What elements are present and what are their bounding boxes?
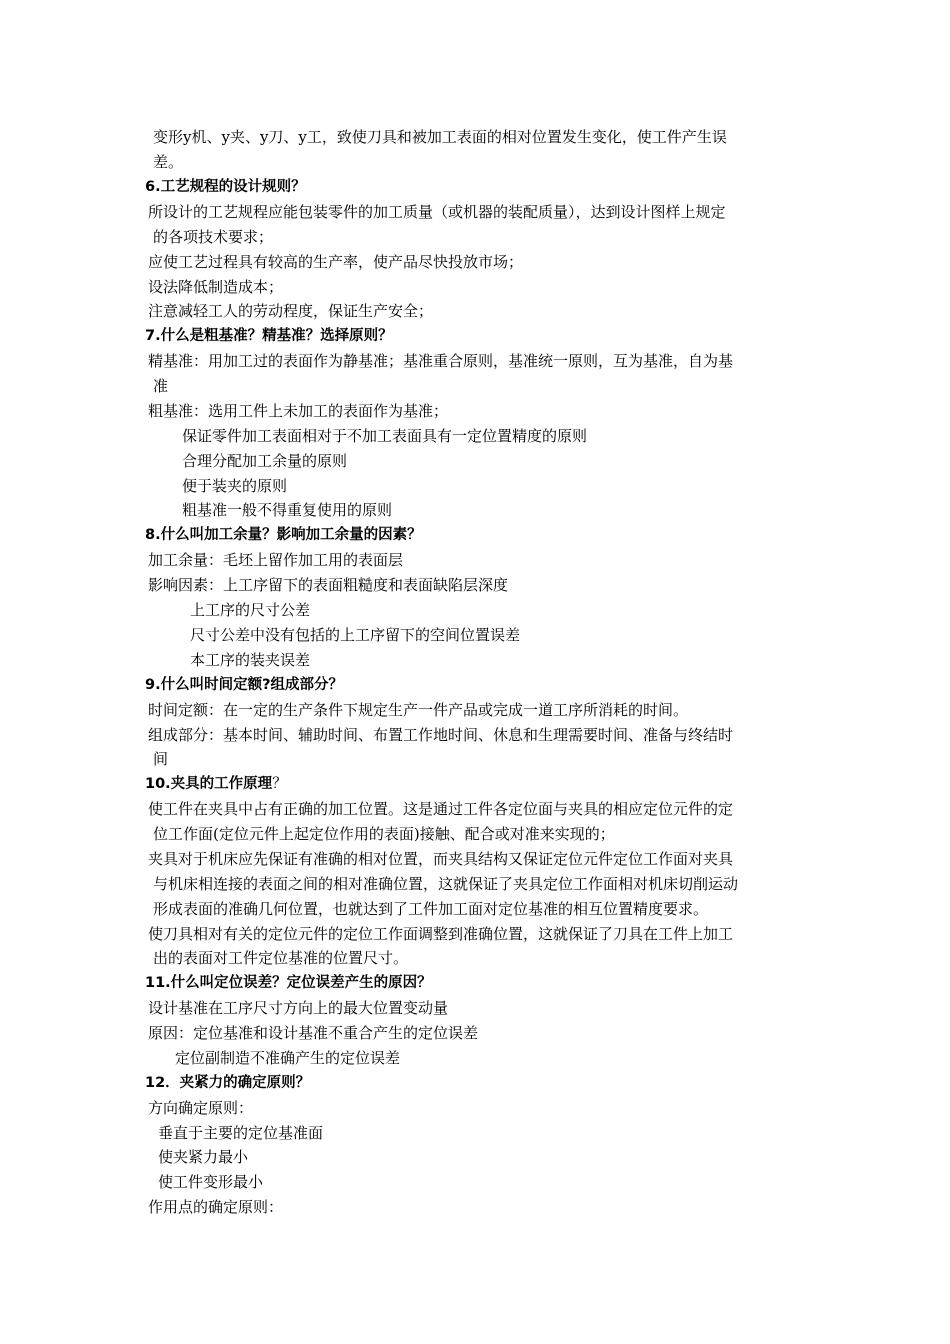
section-heading: 7.什么是粗基准？精基准？选择原则？ (145, 328, 393, 344)
body-line: 变形y机、y夹、y刀、y工，致使刀具和被加工表面的相对位置发生变化，使工件产生误 (153, 128, 727, 146)
body-line: 与机床相连接的表面之间的相对准确位置，这就保证了夹具定位工作面相对机床切削运动 (153, 875, 739, 893)
body-line: 间 (153, 750, 169, 768)
body-line: 差。 (153, 153, 184, 171)
body-line: 使工件在夹具中占有正确的加工位置。这是通过工件各定位面与夹具的相应定位元件的定 (148, 800, 734, 818)
body-line: 设法降低制造成本； (148, 278, 284, 296)
section-heading: 12．夹紧力的确定原则？ (145, 1075, 311, 1091)
body-line: 精基准：用加工过的表面作为静基准；基准重合原则，基准统一原则，互为基准，自为基 (148, 352, 734, 370)
body-line: 本工序的装夹误差 (190, 651, 311, 669)
body-line: 注意减轻工人的劳动程度，保证生产安全； (148, 302, 434, 320)
body-line: 上工序的尺寸公差 (190, 601, 311, 619)
body-line: 位工作面(定位元件上起定位作用的表面)接触、配合或对准来实现的； (153, 825, 615, 843)
heading-text: 10.夹具的工作原理 (145, 776, 273, 792)
section-heading (145, 774, 287, 794)
body-line: 原因：定位基准和设计基准不重合产生的定位误差 (148, 1024, 479, 1042)
body-line: 组成部分：基本时间、辅助时间、布置工作地时间、休息和生理需要时间、准备与终结时 (148, 726, 734, 744)
section-heading: 11.什么叫定位误差？定位误差产生的原因？ (145, 975, 432, 991)
section-heading: 8.什么叫加工余量？影响加工余量的因素？ (145, 527, 422, 543)
body-line: 作用点的确定原则： (148, 1198, 284, 1216)
body-line: 形成表面的准确几何位置，也就达到了工件加工面对定位基准的相互位置精度要求。 (153, 900, 709, 918)
body-line: 使工件变形最小 (158, 1173, 264, 1191)
body-line: 所设计的工艺规程应能包装零件的加工质量（或机器的装配质量），达到设计图样上规定 (148, 203, 726, 221)
body-line: 方向确定原则： (148, 1099, 254, 1117)
body-line: 保证零件加工表面相对于不加工表面具有一定位置精度的原则 (182, 427, 588, 445)
section-heading: 6.工艺规程的设计规则？ (145, 179, 306, 195)
body-line: 应使工艺过程具有较高的生产率，使产品尽快投放市场； (148, 253, 524, 271)
body-line: 加工余量：毛坯上留作加工用的表面层 (148, 551, 404, 569)
body-line: 尺寸公差中没有包括的上工序留下的空间位置误差 (190, 626, 521, 644)
section-heading: 9.什么叫时间定额?组成部分？ (145, 677, 344, 693)
heading-question-mark: ？ (272, 776, 287, 792)
body-line: 夹具对于机床应先保证有准确的相对位置，而夹具结构又保证定位元件定位工作面对夹具 (148, 850, 734, 868)
body-line: 粗基准：选用工件上未加工的表面作为基准； (148, 402, 449, 420)
body-line: 准 (153, 377, 169, 395)
body-line: 影响因素：上工序留下的表面粗糙度和表面缺陷层深度 (148, 576, 509, 594)
body-line: 出的表面对工件定位基准的位置尺寸。 (153, 949, 409, 967)
body-line: 定位副制造不准确产生的定位误差 (175, 1049, 401, 1067)
body-line: 设计基准在工序尺寸方向上的最大位置变动量 (148, 999, 449, 1017)
body-line: 粗基准一般不得重复使用的原则 (182, 501, 393, 519)
body-line: 使夹紧力最小 (158, 1148, 249, 1166)
body-line: 垂直于主要的定位基准面 (158, 1124, 324, 1142)
body-line: 的各项技术要求； (153, 228, 274, 246)
body-line: 便于装夹的原则 (182, 477, 288, 495)
body-line: 时间定额：在一定的生产条件下规定生产一件产品或完成一道工序所消耗的时间。 (148, 701, 689, 719)
body-line: 合理分配加工余量的原则 (182, 452, 348, 470)
body-line: 使刀具相对有关的定位元件的定位工作面调整到准确位置，这就保证了刀具在工件上加工 (148, 925, 734, 943)
